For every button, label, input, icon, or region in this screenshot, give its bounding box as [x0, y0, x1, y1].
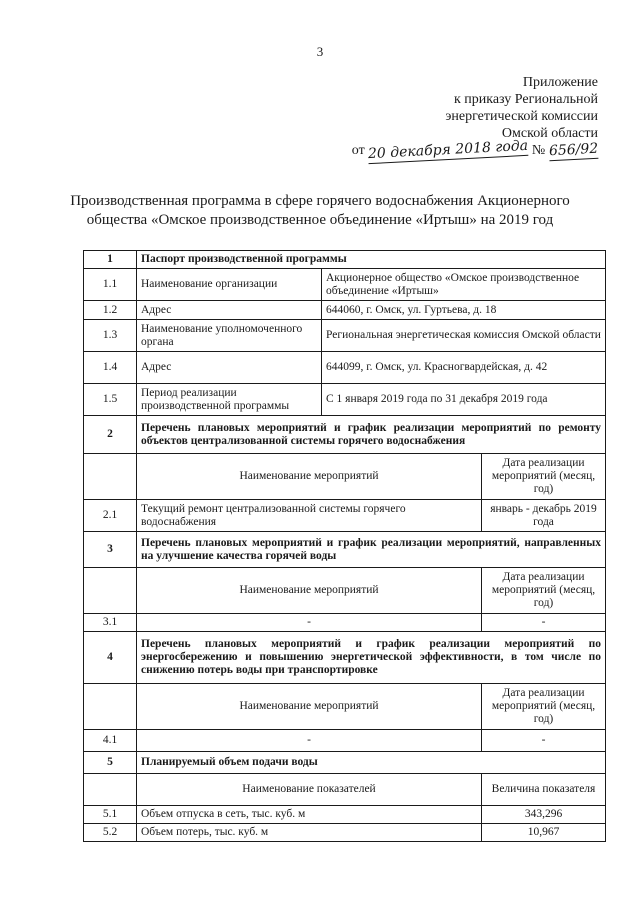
row-number: 5.1 — [84, 806, 137, 824]
row-date: - — [482, 730, 606, 752]
empty-cell — [84, 568, 137, 614]
row-value: 10,967 — [482, 824, 606, 842]
section-header: Перечень плановых мероприятий и график реализации мероприятий по ремонту объектов централизованной системы горячего водоснабжения — [137, 416, 606, 454]
row-number: 1.3 — [84, 320, 137, 352]
row-label: Наименование уполномоченного органа — [137, 320, 322, 352]
column-header: Величина показателя — [482, 774, 606, 806]
row-number: 1.1 — [84, 269, 137, 301]
section-number: 1 — [84, 251, 137, 269]
row-name: Текущий ремонт централизованной системы горячего водоснабжения — [137, 500, 482, 532]
section-header: Перечень плановых мероприятий и график реализации мероприятий по энергосбережению и повышению энергетической эффективности, в том числе по снижению потерь воды при транспортировке — [137, 632, 606, 684]
row-value: С 1 января 2019 года по 31 декабря 2019 года — [322, 384, 606, 416]
section-number: 2 — [84, 416, 137, 454]
table-row — [84, 454, 606, 500]
section-number: 4 — [84, 632, 137, 684]
appendix-line: Омской области — [501, 126, 598, 141]
row-label: Адрес — [137, 301, 322, 320]
table-row — [84, 301, 606, 320]
table-row — [84, 269, 606, 301]
column-header: Наименование мероприятий — [137, 684, 482, 730]
section-header: Планируемый объем подачи воды — [137, 752, 606, 774]
handwritten-number: 656/92 — [548, 140, 599, 160]
row-label: Период реализации производственной программы — [137, 384, 322, 416]
row-number: 1.4 — [84, 352, 137, 384]
appendix-line: энергетической комиссии — [445, 109, 598, 124]
section-number: 5 — [84, 752, 137, 774]
order-date-line — [351, 137, 599, 163]
row-number: 5.2 — [84, 824, 137, 842]
production-program-table — [83, 250, 606, 842]
row-number: 3.1 — [84, 614, 137, 632]
column-header: Наименование показателей — [137, 774, 482, 806]
row-value: Акционерное общество «Омское производственное объединение «Иртыш» — [322, 269, 606, 301]
table-row — [84, 752, 606, 774]
row-label: Наименование организации — [137, 269, 322, 301]
row-name: Объем отпуска в сеть, тыс. куб. м — [137, 806, 482, 824]
table-row — [84, 632, 606, 684]
table-row — [84, 824, 606, 842]
number-label: № — [531, 143, 546, 158]
handwritten-date: 20 декабря 2018 года — [367, 137, 529, 163]
empty-cell — [84, 684, 137, 730]
table-row — [84, 730, 606, 752]
table-row — [84, 352, 606, 384]
row-name: - — [137, 730, 482, 752]
table-row — [84, 568, 606, 614]
column-header: Дата реализации мероприятий (месяц, год) — [482, 684, 606, 730]
from-label: от — [351, 143, 365, 158]
table-row — [84, 251, 606, 269]
table-row — [84, 614, 606, 632]
table-row — [84, 320, 606, 352]
row-number: 1.2 — [84, 301, 137, 320]
title-line: Производственная программа в сфере горячего водоснабжения Акционерного — [70, 193, 570, 209]
section-header: Паспорт производственной программы — [137, 251, 606, 269]
table-row — [84, 500, 606, 532]
row-date: январь - декабрь 2019 года — [482, 500, 606, 532]
row-number: 2.1 — [84, 500, 137, 532]
table-row — [84, 684, 606, 730]
title-line: общества «Омское производственное объединение «Иртыш» на 2019 год — [86, 212, 554, 228]
row-value: 644060, г. Омск, ул. Гуртьева, д. 18 — [322, 301, 606, 320]
row-value: 644099, г. Омск, ул. Красногвардейская, д. 42 — [322, 352, 606, 384]
table-row — [84, 532, 606, 568]
empty-cell — [84, 774, 137, 806]
row-value: Региональная энергетическая комиссия Омской области — [322, 320, 606, 352]
empty-cell — [84, 454, 137, 500]
row-name: Объем потерь, тыс. куб. м — [137, 824, 482, 842]
column-header: Наименование мероприятий — [137, 568, 482, 614]
row-number: 4.1 — [84, 730, 137, 752]
row-label: Адрес — [137, 352, 322, 384]
appendix-line: Приложение — [522, 75, 598, 90]
table-row — [84, 416, 606, 454]
column-header: Дата реализации мероприятий (месяц, год) — [482, 454, 606, 500]
row-name: - — [137, 614, 482, 632]
appendix-block — [351, 74, 599, 163]
row-value: 343,296 — [482, 806, 606, 824]
column-header: Дата реализации мероприятий (месяц, год) — [482, 568, 606, 614]
section-number: 3 — [84, 532, 137, 568]
table-row — [84, 806, 606, 824]
table-row — [84, 774, 606, 806]
row-number: 1.5 — [84, 384, 137, 416]
row-date: - — [482, 614, 606, 632]
column-header: Наименование мероприятий — [137, 454, 482, 500]
appendix-line: к приказу Региональной — [453, 92, 598, 107]
document-title — [60, 192, 580, 230]
page-number: 3 — [316, 44, 324, 59]
section-header: Перечень плановых мероприятий и график реализации мероприятий, направленных на улучшение качества горячей воды — [137, 532, 606, 568]
table-row — [84, 384, 606, 416]
